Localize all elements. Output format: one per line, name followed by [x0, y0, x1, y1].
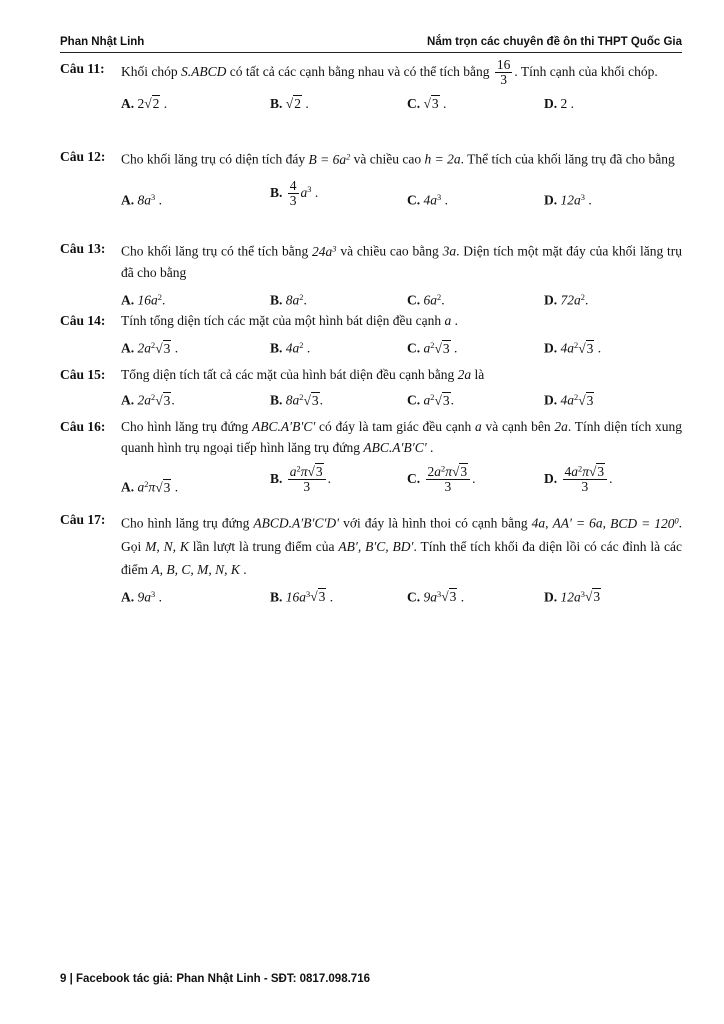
answer-options: [121, 584, 682, 606]
page-header: [60, 30, 682, 53]
math-expr: $B = 6a^2$: [308, 151, 351, 167]
option-c: C. $6a^2$.: [407, 292, 445, 308]
math-expr: 2a: [554, 419, 568, 434]
stem-text: Cho khối lăng trụ có diện tích đáy: [121, 151, 306, 167]
option-b: B. $8a^2$.: [270, 292, 307, 308]
option-c: C. $\frac{2a^2\pi√3}{3}$ .: [407, 464, 476, 495]
stem-text: lần lượt là trung điểm của: [192, 538, 335, 554]
stem-text: và chiều cao: [353, 151, 422, 167]
question-label: Câu 17:: [60, 512, 106, 527]
option-d: D. $4a^2√3$: [544, 392, 594, 408]
stem-text: Cho hình lăng trụ đứng: [121, 515, 250, 531]
math-expr: ABCD.A′B′C′D′: [253, 515, 340, 531]
option-a: A. $2a^2√3$ .: [121, 340, 179, 356]
question-14: [60, 310, 682, 357]
math-expr: A, B, C, M, N, K: [151, 561, 240, 577]
question-16: [60, 416, 682, 506]
fraction: $\frac{16}{3}$: [496, 57, 511, 88]
question-15: [60, 364, 682, 409]
math-expr: 3a: [442, 243, 457, 259]
question-stem: [121, 238, 682, 283]
math-expr: $24a^3$: [312, 243, 337, 259]
option-b: B. √2 .: [270, 96, 309, 112]
math-expr: S.ABCD: [181, 63, 227, 79]
stem-text: . Tính diện tích xung quanh hình trụ ngoại tiếp hình lăng trụ đứng: [121, 419, 683, 455]
answer-options: [121, 462, 682, 506]
stem-text: và chiều cao bằng: [340, 243, 439, 259]
answer-options: [121, 335, 682, 357]
page-footer: 9 | Facebook tác giả: Phan Nhật Linh - SĐT: 0817.098.716: [60, 973, 370, 985]
stem-text: Tính tổng diện tích các mặt của một hình bát diện đều cạnh: [121, 313, 442, 328]
stem-text: Khối chóp: [121, 63, 178, 79]
math-expr: a: [444, 313, 452, 328]
stem-text: là: [474, 367, 485, 382]
option-a: A. $8a^3$ .: [121, 192, 162, 208]
stem-text: Tổng diện tích tất cả các mặt của hình bát diện đều cạnh bằng: [121, 367, 455, 382]
header-title: Nắm trọn các chuyên đề ôn thi THPT Quốc Gia: [427, 36, 682, 48]
math-expr: AA′ = 6a: [552, 515, 603, 531]
stem-text: . Tính thể tích khối đa diện lồi có các đỉnh là các điểm: [121, 538, 682, 577]
question-12: [60, 146, 682, 220]
question-label: Câu 13:: [60, 241, 106, 256]
question-stem: Cho hình lăng trụ đứng ABC.A′B′C′ có đáy là tam giác đều cạnh a và cạnh bên 2a. Tính diện tích xung quanh hình trụ ngoại tiếp hình lăng trụ đứng ABC.A′B′C′ .: [121, 419, 683, 455]
math-expr: 2a: [457, 367, 472, 382]
stem-text: Cho hình lăng trụ đứng: [121, 419, 249, 434]
option-b: B. $\frac{a^2\pi√3}{3}$ .: [270, 464, 332, 495]
question-label: Câu 16:: [60, 419, 106, 434]
question-stem: [121, 58, 682, 87]
option-a: A. $a^2\pi√3$ .: [121, 479, 179, 495]
stem-text: . Diện tích một mặt đáy của khối lăng trụ đã cho bằng: [121, 243, 683, 280]
math-expr: AB′, B′C, BD′: [338, 538, 414, 554]
option-a: A. $16a^2$.: [121, 292, 166, 308]
option-b: B. $\frac{4}{3}$ $a^3$ .: [270, 177, 319, 208]
question-13: [60, 238, 682, 309]
option-c: C. $4a^3$ .: [407, 192, 448, 208]
question-label: Câu 14:: [60, 313, 106, 328]
option-c: C. √3 .: [407, 96, 447, 112]
stem-text: . Gọi: [121, 515, 683, 554]
stem-text: . Tính cạnh của khối chóp.: [514, 63, 658, 79]
math-expr: 4a: [531, 515, 546, 531]
answer-options: [121, 387, 682, 409]
option-d: D. $4a^2√3$ .: [544, 340, 602, 356]
option-d: D. $12a^3√3$: [544, 589, 601, 605]
option-d: D. $72a^2$.: [544, 292, 589, 308]
math-expr: h = 2a: [424, 151, 461, 167]
stem-text: có tất cả các cạnh bằng nhau và có thể tích bằng: [229, 63, 490, 79]
option-d: D. $12a^3$ .: [544, 192, 592, 208]
question-stem: [121, 364, 682, 385]
option-b: B. $4a^2$ .: [270, 340, 311, 356]
answer-options: [121, 176, 682, 220]
stem-text: với đáy là hình thoi có cạnh bằng: [343, 515, 528, 531]
option-c: C. $a^2√3$ .: [407, 340, 458, 356]
math-expr: ABC.A′B′C′: [252, 419, 316, 434]
question-label: Câu 15:: [60, 367, 106, 382]
math-expr: a: [474, 419, 482, 434]
stem-text: Cho khối lăng trụ có thể tích bằng: [121, 243, 309, 259]
option-b: B. $16a^3√3$ .: [270, 589, 334, 605]
option-a: A. 2√2 .: [121, 96, 168, 112]
option-a: A. $2a^2√3$.: [121, 392, 175, 408]
answer-options: [121, 93, 682, 115]
stem-text: . Thể tích của khối lăng trụ đã cho bằng: [460, 151, 675, 167]
answer-options: [121, 287, 682, 309]
option-d: D. 2 .: [544, 96, 574, 112]
math-expr: BCD = $120^0$: [610, 515, 679, 531]
question-stem: Cho hình lăng trụ đứng ABCD.A′B′C′D′ với đáy là hình thoi có cạnh bằng 4a, AA′ = 6a, BCD = $120^0$. Gọi M, N, K lần lượt là trung điểm của AB′, B′C, BD′. Tính thể tích khối đa diện lồi có các đỉnh là các điểm A, B, C, M, N, K .: [121, 515, 683, 577]
question-17: [60, 509, 682, 606]
math-expr: M, N, K: [145, 538, 189, 554]
option-d: D. $\frac{4a^2\pi√3}{3}$ .: [544, 464, 613, 495]
stem-text: có đáy là tam giác đều cạnh: [319, 419, 472, 434]
stem-text: và cạnh bên: [485, 419, 551, 434]
option-a: A. $9a^3$ .: [121, 589, 162, 605]
question-label: Câu 11:: [60, 61, 105, 76]
question-label: Câu 12:: [60, 149, 106, 164]
math-expr: ABC.A′B′C′: [363, 440, 427, 455]
option-c: C. $a^2√3$.: [407, 392, 454, 408]
author-name: Phan Nhật Linh: [60, 36, 145, 48]
option-c: C. $9a^3√3$ .: [407, 589, 465, 605]
question-stem: [121, 146, 682, 170]
option-b: B. $8a^2√3$.: [270, 392, 323, 408]
question-stem: Tính tổng diện tích các mặt của một hình bát diện đều cạnh a .: [121, 313, 459, 328]
question-11: [60, 58, 682, 115]
